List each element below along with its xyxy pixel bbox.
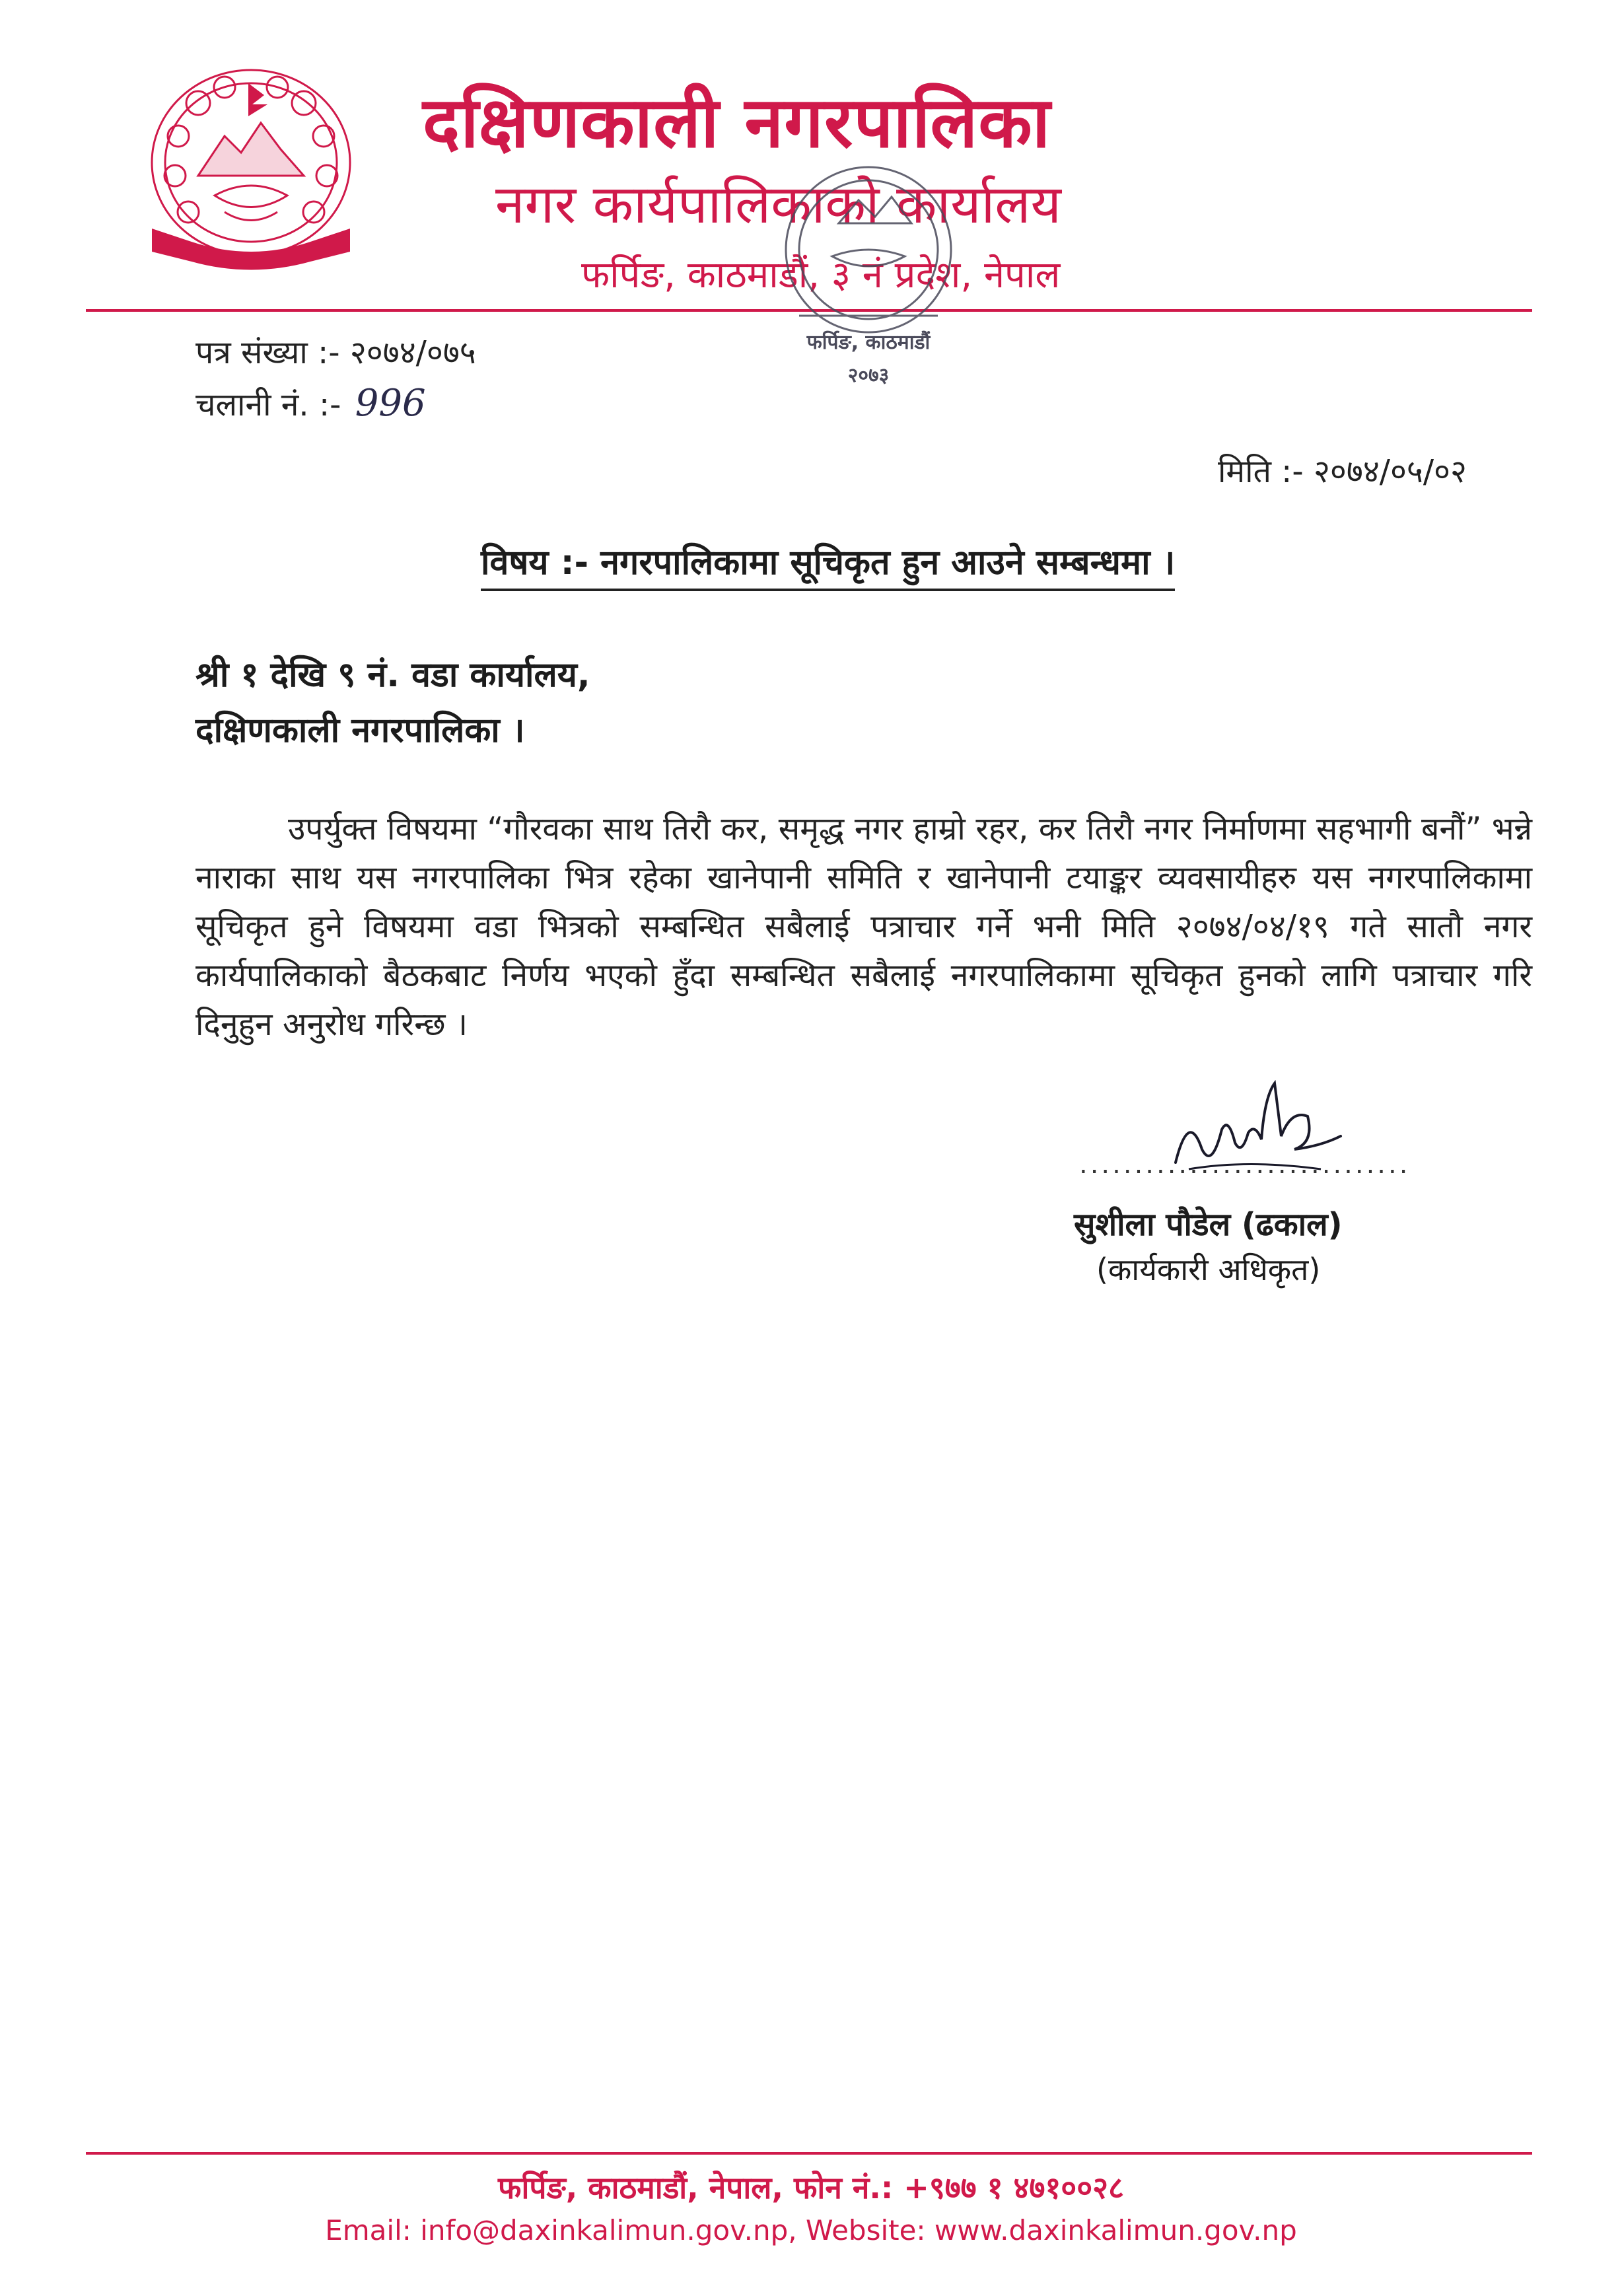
- dispatch-number: [195, 382, 426, 425]
- recipient-line1: श्री १ देखि ९ नं. वडा कार्यालय,: [195, 655, 590, 695]
- seal-line4: २०७३: [847, 364, 890, 387]
- seal-line3: फर्पिङ, काठमाडौं: [806, 331, 931, 354]
- office-seal-stamp-icon: [759, 151, 977, 428]
- org-title: दक्षिणकाली नगरपालिका: [423, 82, 1051, 163]
- footer-address: फर्पिङ, काठमाडौं, नेपाल, फोन नं.: +९७७ १ ४७१००२८: [498, 2170, 1124, 2206]
- letter-number: [195, 330, 476, 373]
- letter-number-value: २०७४/०७५: [349, 334, 476, 371]
- letter-body: उपर्युक्त विषयमा “गौरवका साथ तिरौ कर, समृद्ध नगर हाम्रो रहर, कर तिरौ नगर निर्माणमा सहभागी बनौं” भन्ने नाराका साथ यस नगरपालिका भित्र रहेका खानेपानी समिति र खानेपानी टयाङ्कर व्यवसायीहरु यस नगरपालिकामा सूचिकृत हुने विषयमा वडा भित्रको सम्बन्धित सबैलाई पत्राचार गर्ने भनी मिति २०७४/०४/१९ गते सातौ नगर कार्यपालिकाको बैठकबाट निर्णय भएको हुँदा सम्बन्धित सबैलाई नगरपालिकामा सूचिकृत हुनको लागि पत्राचार गरि दिनुहुन अनुरोध गरिन्छ ।: [195, 810, 1532, 1043]
- letter-date: [1218, 449, 1467, 492]
- signer-title: (कार्यकारी अधिकृत): [1096, 1252, 1321, 1287]
- date-value: २०७४/०५/०२: [1313, 453, 1467, 490]
- recipient-block: [195, 647, 590, 758]
- letter-number-label: पत्र संख्या :-: [195, 334, 340, 371]
- nepal-government-emblem-icon: [139, 63, 363, 275]
- date-label: मिति :-: [1218, 453, 1304, 490]
- org-subtitle: नगर कार्यपालिकाको कार्यालय: [495, 174, 1061, 235]
- org-address: फर्पिङ, काठमाडौं, ३ नं प्रदेश, नेपाल: [581, 254, 1061, 297]
- dispatch-number-label: चलानी नं. :-: [195, 386, 341, 423]
- footer-contact: Email: info@daxinkalimun.gov.np, Website: www.daxinkalimun.gov.np: [325, 2214, 1297, 2246]
- signature-line: ..............................: [1079, 1149, 1411, 1180]
- signer-name: सुशीला पौडेल (ढकाल): [1074, 1206, 1343, 1243]
- recipient-line2: दक्षिणकाली नगरपालिका ।: [195, 711, 525, 750]
- dispatch-number-value: 996: [355, 382, 426, 425]
- letter-subject: विषय :- नगरपालिकामा सूचिकृत हुन आउने सम्बन्धमा ।: [481, 538, 1175, 591]
- footer-divider: [86, 2152, 1532, 2155]
